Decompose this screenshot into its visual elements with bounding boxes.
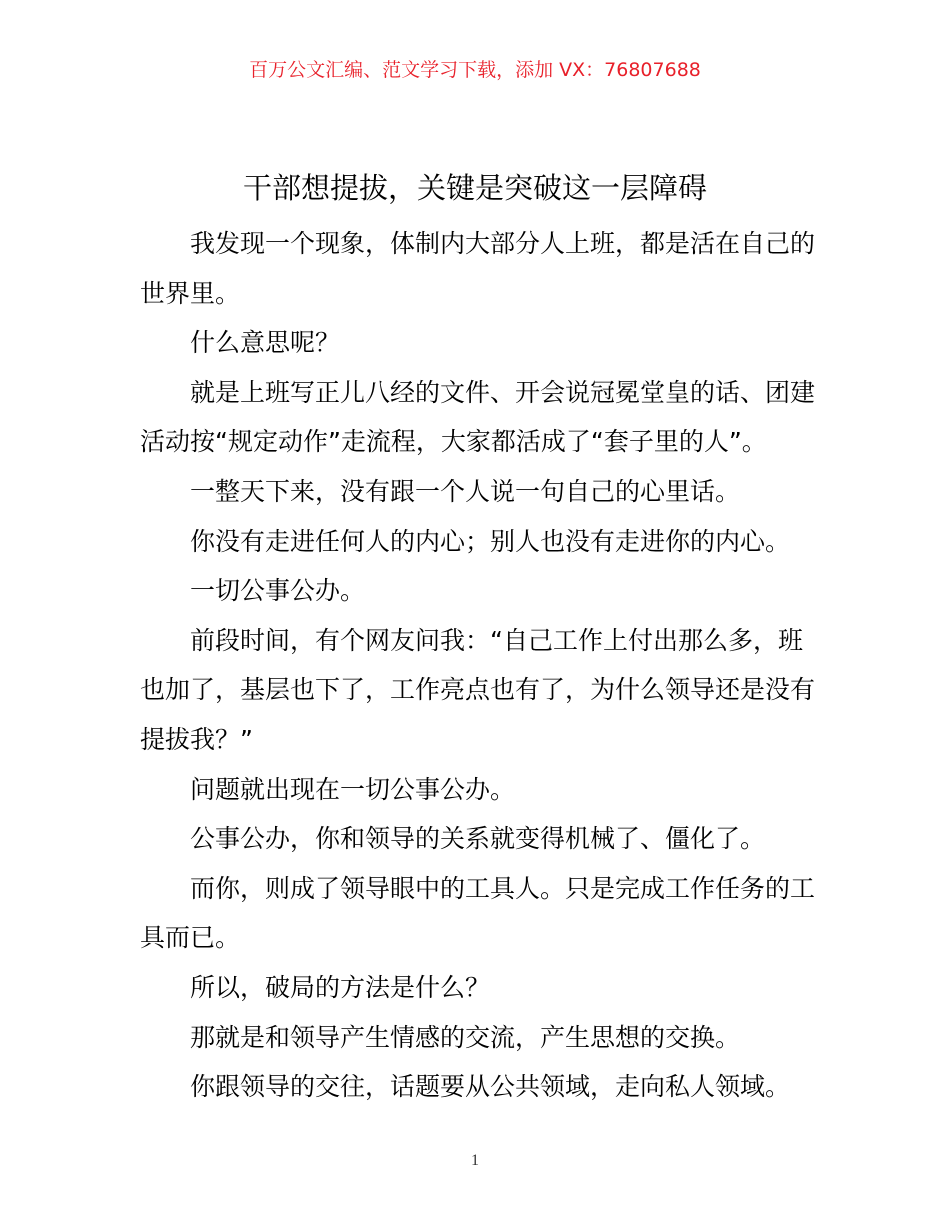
paragraph-line: 一切公事公办。 — [190, 576, 366, 606]
paragraph-line: 前段时间，有个网友问我：“自己工作上付出那么多，班 — [190, 625, 803, 655]
paragraph-line: 具而已。 — [140, 923, 241, 953]
paragraph-line: 什么意思呢？ — [190, 328, 341, 358]
paragraph — [140, 864, 820, 963]
paragraph — [140, 467, 820, 517]
paragraph-line: 我发现一个现象，体制内大部分人上班，都是活在自己的 — [190, 229, 816, 258]
paragraph-line: 而你，则成了领导眼中的工具人。只是完成工作任务的工 — [190, 873, 816, 903]
paragraph — [140, 1062, 820, 1112]
paragraph — [140, 566, 820, 616]
watermark-header: 百万公文汇编、范文学习下载，添加 VX：76807688 — [249, 59, 701, 81]
paragraph — [140, 963, 820, 1013]
paragraph — [140, 368, 820, 467]
paragraph-line: 问题就出现在一切公事公办。 — [190, 774, 516, 804]
paragraph-line: 也加了，基层也下了，工作亮点也有了，为什么领导还是没有 — [140, 675, 816, 705]
paragraph-line: 提拔我？” — [140, 724, 253, 754]
paragraph — [140, 219, 820, 318]
paragraph — [140, 765, 820, 815]
document-title: 干部想提拔，关键是突破这一层障碍 — [242, 171, 707, 205]
paragraph-line: 活动按“规定动作”走流程，大家都活成了“套子里的人”。 — [140, 427, 767, 457]
paragraph-line: 那就是和领导产生情感的交流，产生思想的交换。 — [190, 1022, 741, 1052]
paragraph-line: 公事公办，你和领导的关系就变得机械了、僵化了。 — [190, 824, 766, 854]
paragraph-line: 一整天下来，没有跟一个人说一句自己的心里话。 — [190, 476, 741, 506]
paragraph-line: 你没有走进任何人的内心；别人也没有走进你的内心。 — [190, 526, 791, 556]
paragraph-line: 就是上班写正儿八经的文件、开会说冠冕堂皇的话、团建 — [190, 377, 816, 407]
paragraph-line: 你跟领导的交往，话题要从公共领域，走向私人领域。 — [190, 1072, 791, 1102]
page-number: 1 — [471, 1152, 479, 1169]
paragraph — [140, 517, 820, 567]
paragraph — [140, 1013, 820, 1063]
paragraph — [140, 814, 820, 864]
paragraph — [140, 318, 820, 368]
paragraph-line: 所以，破局的方法是什么？ — [190, 972, 491, 1002]
document-body — [140, 219, 820, 1112]
paragraph — [140, 616, 820, 765]
paragraph-line: 世界里。 — [140, 278, 241, 308]
